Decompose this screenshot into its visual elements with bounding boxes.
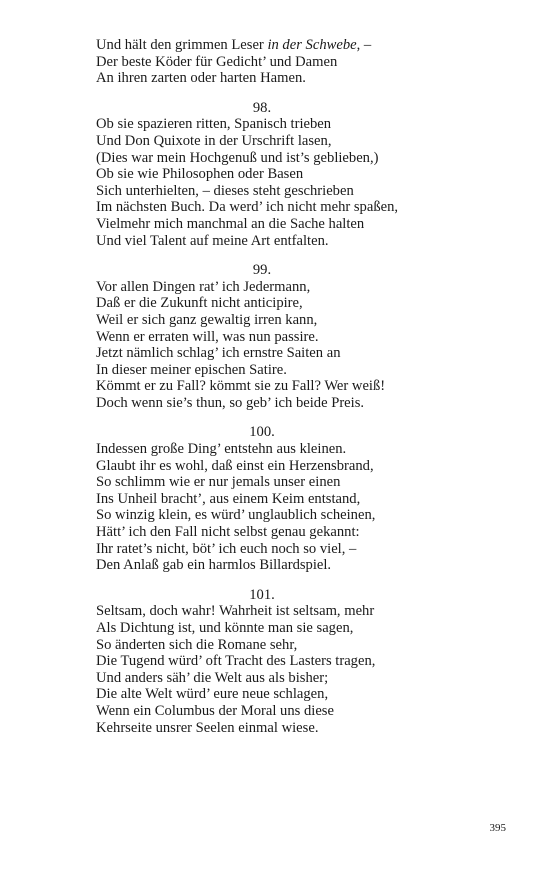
verse-line [96, 329, 516, 346]
line-text: Jetzt nämlich schlag’ ich ernstre Saiten an [96, 345, 341, 362]
line-text: Weil er sich ganz gewaltig irren kann, [96, 311, 318, 328]
line-text: In dieser meiner epischen Satire. [96, 361, 287, 378]
line-text: Die Tugend würd’ oft Tracht des Lasters tragen, [96, 653, 376, 670]
verse-line [96, 216, 516, 233]
line-text: , – [356, 37, 372, 53]
verse-line [96, 362, 516, 379]
line-text: Und anders säh’ die Welt aus als bisher; [96, 669, 329, 686]
verse-line [96, 703, 516, 720]
line-text: Vielmehr mich manchmal an die Sache halten [96, 215, 365, 232]
verse-line [96, 150, 516, 167]
line-text: Kömmt er zu Fall? kömmt sie zu Fall? Wer weiß! [96, 378, 386, 395]
verse-line [96, 686, 516, 703]
line-text: Kehrseite unsrer Seelen einmal wiese. [96, 719, 319, 736]
stanza [96, 587, 516, 736]
line-text: An ihren zarten oder harten Hamen. [96, 70, 306, 87]
stanza-number: 99. [252, 262, 272, 279]
line-text: Und Don Quixote in der Urschrift lasen, [96, 132, 332, 149]
verse-line [96, 37, 516, 54]
verse-line [96, 653, 516, 670]
verse-line [96, 345, 516, 362]
line-text: Doch wenn sie’s thun, so geb’ ich beide Preis. [96, 394, 365, 411]
verse-line [96, 279, 516, 296]
stanza [96, 262, 516, 411]
line-text: Den Anlaß gab ein harmlos Billardspiel. [96, 557, 332, 574]
verse-line [96, 395, 516, 412]
line-text: Ihr ratet’s nicht, böt’ ich euch noch so viel, – [96, 540, 357, 557]
verse-line [96, 295, 516, 312]
line-text: (Dies war mein Hochgenuß und ist’s geblieben,) [96, 149, 379, 166]
italic-text: in der Schwebe [267, 37, 357, 53]
verse-line [96, 557, 516, 574]
poem-text [96, 37, 516, 749]
line-text: Als Dichtung ist, und könnte man sie sagen, [96, 620, 354, 636]
verse-line [96, 378, 516, 395]
line-text: So schlimm wie er nur jemals unser einen [96, 474, 341, 491]
verse-line [96, 620, 516, 637]
verse-line [96, 720, 516, 737]
line-text: Und hält den grimmen Leser [96, 37, 268, 53]
line-text: Sich unterhielten, – dieses steht geschrieben [96, 182, 354, 199]
verse-line [96, 166, 516, 183]
verse-line [96, 524, 516, 541]
verse-line [96, 541, 516, 558]
verse-line [96, 670, 516, 687]
line-text: Indessen große Ding’ entstehn aus kleinen. [96, 441, 347, 458]
line-text: Und viel Talent auf meine Art entfalten. [96, 232, 329, 249]
line-text: Glaubt ihr es wohl, daß einst ein Herzensbrand, [96, 457, 374, 474]
line-text: Wenn ein Columbus der Moral uns diese [96, 702, 334, 719]
verse-line [96, 233, 516, 250]
line-text: So änderten sich die Romane sehr, [96, 636, 298, 653]
stanza-number: 101. [249, 586, 275, 603]
verse-line [96, 116, 516, 133]
verse-line [96, 637, 516, 654]
verse-line [96, 70, 516, 87]
line-text: Wenn er erraten will, was nun passire. [96, 328, 319, 345]
verse-line [96, 603, 516, 620]
line-text: Ob sie spazieren ritten, Spanisch trieben [96, 116, 332, 133]
line-text: Seltsam, doch wahr! Wahrheit ist seltsam, mehr [96, 603, 375, 620]
stanza-number: 98. [252, 99, 272, 116]
stanza [96, 100, 516, 249]
line-text: Vor allen Dingen rat’ ich Jedermann, [96, 278, 311, 295]
line-text: Im nächsten Buch. Da werd’ ich nicht mehr spaßen, [96, 199, 399, 216]
stanza-number: 100. [249, 424, 275, 441]
page-number: 395 [489, 822, 506, 834]
line-text: Die alte Welt würd’ eure neue schlagen, [96, 686, 329, 703]
verse-line [96, 491, 516, 508]
verse-line [96, 133, 516, 150]
line-text: Der beste Köder für Gedicht’ und Damen [96, 53, 338, 70]
line-text: Daß er die Zukunft nicht anticipire, [96, 295, 303, 312]
line-text: Hätt’ ich den Fall nicht selbst genau gekannt: [96, 524, 360, 541]
verse-line [96, 199, 516, 216]
stanza [96, 37, 516, 87]
stanza [96, 424, 516, 573]
verse-line [96, 458, 516, 475]
line-text: So winzig klein, es würd’ unglaublich scheinen, [96, 507, 376, 524]
verse-line [96, 183, 516, 200]
verse-line [96, 312, 516, 329]
verse-line [96, 441, 516, 458]
line-text: Ins Unheil bracht’, aus einem Keim entstand, [96, 490, 361, 507]
verse-line [96, 474, 516, 491]
line-text: Ob sie wie Philosophen oder Basen [96, 166, 304, 183]
verse-line [96, 507, 516, 524]
verse-line [96, 54, 516, 71]
